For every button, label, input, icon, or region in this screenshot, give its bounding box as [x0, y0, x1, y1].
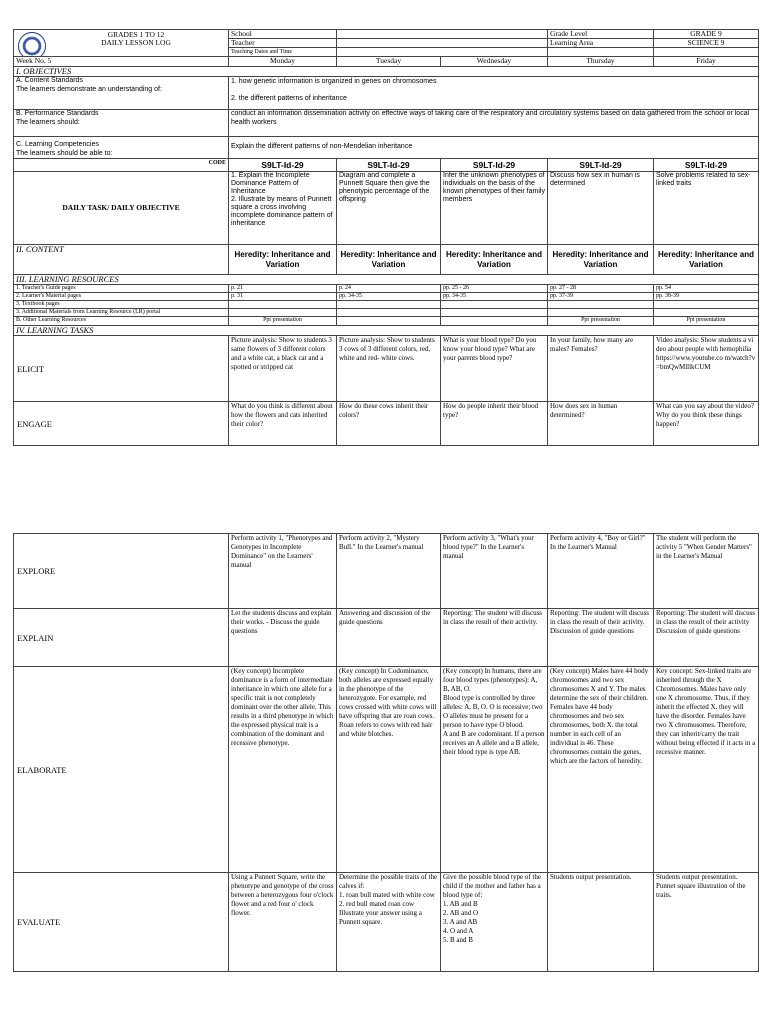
tg-label: 1. Teacher's Guide pages	[14, 285, 229, 293]
deped-seal-icon	[18, 32, 46, 57]
elicit-tuesday: Picture analysis: Show to students 3 cows of 3 different colors, red, white and red- white cows.	[337, 336, 441, 402]
additional-materials-label: 3. Additional Materials from Learning Resource (LR) portal	[14, 309, 229, 317]
teacher-label: Teacher	[229, 39, 337, 48]
explore-tuesday: Perform activity 2, "Mystery Bull." In the Learner's manual	[337, 534, 441, 609]
performance-standards-label: B. Performance Standards	[16, 110, 99, 117]
content-standard-1: 1. how genetic information is organized in genes on chromosomes	[231, 78, 437, 85]
lm-label: 2. Learner's Material pages	[14, 293, 229, 301]
engage-wednesday: How do people inherit their blood type?	[441, 402, 548, 446]
elicit-wednesday: What is your blood type? Do you know your blood type? What are your parents blood type?	[441, 336, 548, 402]
content-wednesday: Heredity: Inheritance and Variation	[441, 245, 548, 275]
content-friday: Heredity: Inheritance and Variation	[654, 245, 759, 275]
week-number: Week No. 5	[14, 57, 229, 67]
grade-level-value: GRADE 9	[654, 30, 759, 39]
content-standards-cell	[14, 77, 229, 110]
daily-task-wednesday: Infer the unknown phenotypes of individuals on the basis of the known phenotypes of their family members	[441, 172, 548, 245]
code-thursday: S9LT-Id-29	[548, 159, 654, 172]
explain-tuesday: Answering and discussion of the guide questions	[337, 609, 441, 667]
evaluate-monday: Using a Punnett Square, write the phenotype and genotype of the cross between a heterozygous four o'clock flower and a red four o' clock flower.	[229, 873, 337, 972]
objectives-heading: I. OBJECTIVES	[14, 67, 759, 77]
explain-thursday: Reporting: The student will discuss in class the result of their activity. Discussion of guide questions	[548, 609, 654, 667]
tg-monday: p. 21	[229, 285, 337, 293]
code-monday: S9LT-Id-29	[229, 159, 337, 172]
day-thursday: Thursday	[548, 57, 654, 67]
daily-task-thursday: Discuss how sex in human is determined	[548, 172, 654, 245]
evaluate-wednesday: Give the possible blood type of the child if the mother and father has a blood type of: 1. AB and B 2. AB and O 3. A and AB 4. O and A 5. B and B	[441, 873, 548, 972]
header-title-1: GRADES 1 TO 12	[107, 30, 165, 39]
explain-monday: Let the students discuss and explain their works. - Discuss the guide questions	[229, 609, 337, 667]
performance-standards-text: conduct an information dissemination activity on effective ways of taking care of the respiratory and circulatory systems based on data gathered from the school or local health workers	[229, 110, 759, 137]
content-monday: Heredity: Inheritance and Variation	[229, 245, 337, 275]
header-left	[14, 30, 229, 57]
performance-standards-cell	[14, 110, 229, 137]
lm-tuesday: pp. 34-35	[337, 293, 441, 301]
header-title-2: DAILY LESSON LOG	[101, 38, 171, 47]
daily-task-label: DAILY TASK/ DAILY OBJECTIVE	[14, 172, 229, 245]
day-wednesday: Wednesday	[441, 57, 548, 67]
tb-label: 3. Textbook pages	[14, 301, 229, 309]
evaluate-label: EVALUATE	[14, 873, 229, 972]
school-value	[337, 30, 548, 39]
lm-monday: p. 31	[229, 293, 337, 301]
content-heading: II. CONTENT	[14, 245, 229, 275]
competencies-cell	[14, 137, 229, 159]
lm-wednesday: pp. 34-35	[441, 293, 548, 301]
engage-monday: What do you think is different about how the flowers and cats inherited their color?	[229, 402, 337, 446]
day-tuesday: Tuesday	[337, 57, 441, 67]
resources-heading: III. LEARNING RESOURCES	[14, 275, 759, 285]
other-wednesday	[441, 317, 548, 326]
code-wednesday: S9LT-Id-29	[441, 159, 548, 172]
elaborate-monday: (Key concept) Incomplete dominance is a form of intermediate inheritance in which one allele for a specific trait is not completely dominant over the other allele. This results in a third phenotype in which the expressed physical trait is a combination of the dominant and recessive phenotype.	[229, 667, 337, 873]
elicit-thursday: In your family, how many are males? Females?	[548, 336, 654, 402]
evaluate-thursday: Students output presentation.	[548, 873, 654, 972]
competencies-text: Explain the different patterns of non-Mendelian inheritance	[229, 137, 759, 159]
tg-thursday: pp. 27 - 28	[548, 285, 654, 293]
dates-label: Teaching Dates and Time	[229, 48, 337, 57]
elicit-monday: Picture analysis: Show to students 3 same flowers of 3 different colors and a white cat, a black cat and a spotted or stripped cat	[229, 336, 337, 402]
elaborate-tuesday: (Key concept) In Codominance, both alleles are expressed equally in the phenotype of the heterozygote. For example, red cows crossed with white cows will have offspring that are roan cows. Roan refers to cows with red hair and white blotches.	[337, 667, 441, 873]
other-resources-label: B. Other Learning Resources	[14, 317, 229, 326]
lesson-log-table-top	[13, 29, 759, 446]
school-label: School	[229, 30, 337, 39]
explain-label: EXPLAIN	[14, 609, 229, 667]
content-standards-sub: The learners demonstrate an understanding of:	[16, 85, 162, 93]
tg-tuesday: p. 24	[337, 285, 441, 293]
other-tuesday	[337, 317, 441, 326]
content-standard-2: 2. the different patterns of inheritance	[231, 94, 347, 102]
lesson-log-table-bottom	[13, 533, 759, 972]
day-friday: Friday	[654, 57, 759, 67]
other-friday: Ppt presentation	[654, 317, 759, 326]
explore-monday: Perform activity 1, "Phenotypes and Genotypes in Incomplete Dominance" on the Learners' manual	[229, 534, 337, 609]
lm-thursday: pp. 37-39	[548, 293, 654, 301]
daily-task-monday: 1. Explain the Incomplete Dominance Pattern of Inheritance 2. Illustrate by means of Punnett square a cross involving incomplete dominance pattern of inheritance	[229, 172, 337, 245]
code-tuesday: S9LT-Id-29	[337, 159, 441, 172]
engage-friday: What can you say about the video? Why do you think these things happen?	[654, 402, 759, 446]
daily-task-tuesday: Diagram and complete a Punnett Square then give the phenotypic percentage of the offspring	[337, 172, 441, 245]
elicit-label: ELICIT	[14, 336, 229, 402]
elaborate-friday: Key concept: Sex-linked traits are inherited through the X Chromosomes. Males have only one X chromosome. Thus, if they inherit the effected X, they will have the disorder. Females have two X chromosomes. Therefore, they can inherit/carry the trait without being effected if it acts in a recessive manner.	[654, 667, 759, 873]
grade-level-label: Grade Level	[548, 30, 654, 39]
elaborate-thursday: (Key concept) Males have 44 body chromosomes and two sex chromosomes X and Y. The males determine the sex of their children. Females have 44 body chromosomes and two sex chromosomes, both X. the total number in each cell of an individual is 46. These chromosomes contain the genes, which are the factors of heredity.	[548, 667, 654, 873]
explain-wednesday: Reporting: The student will discuss in class the result of their activity.	[441, 609, 548, 667]
code-label: CODE	[14, 159, 229, 172]
competencies-label: C. Learning Competencies	[16, 141, 99, 148]
learning-area-value: SCIENCE 9	[654, 39, 759, 48]
engage-thursday: How does sex in human determined?	[548, 402, 654, 446]
explore-thursday: Perform activity 4, "Boy or Girl?" In the Learner's Manual	[548, 534, 654, 609]
tg-friday: pp. 54	[654, 285, 759, 293]
engage-tuesday: How do these cows inherit their colors?	[337, 402, 441, 446]
content-tuesday: Heredity: Inheritance and Variation	[337, 245, 441, 275]
other-thursday: Ppt presentation	[548, 317, 654, 326]
competencies-sub: The learners should be able to:	[16, 149, 113, 157]
lm-friday: pp. 38-39	[654, 293, 759, 301]
daily-task-friday: Solve problems related to sex- linked traits	[654, 172, 759, 245]
evaluate-friday: Students output presentation. Punnet square illustration of the traits.	[654, 873, 759, 972]
explain-friday: Reporting: The student will discuss in class the result of their activity Discussion of guide questions	[654, 609, 759, 667]
engage-label: ENGAGE	[14, 402, 229, 446]
performance-standards-sub: The learners should:	[16, 118, 80, 126]
elaborate-wednesday: (Key concept) In humans, there are four blood types (phenotypes): A, B, AB, O. Blood type is controlled by three alleles: A, B, O. O is recessive; two O alleles must be present for a person to have type O blood. A and B are codominant. If a person receives an A allele and a B allele, their blood type is type AB.	[441, 667, 548, 873]
content-standards-label: A. Content Standards	[16, 77, 83, 84]
elaborate-label: ELABORATE	[14, 667, 229, 873]
tasks-heading: IV. LEARNING TASKS	[14, 326, 759, 336]
teacher-value	[337, 39, 548, 48]
content-thursday: Heredity: Inheritance and Variation	[548, 245, 654, 275]
evaluate-tuesday: Determine the possible traits of the calves if: 1. roan bull mated with white cow 2. red bull mated roan cow Illustrate your answer using a Punnett square.	[337, 873, 441, 972]
explore-label: EXPLORE	[14, 534, 229, 609]
day-monday: Monday	[229, 57, 337, 67]
explore-wednesday: Perform activity 3, "What's your blood type?" In the Learner's manual	[441, 534, 548, 609]
learning-area-label: Learning Area	[548, 39, 654, 48]
code-friday: S9LT-Id-29	[654, 159, 759, 172]
tg-wednesday: pp. 25 - 26	[441, 285, 548, 293]
content-standards-text	[229, 77, 759, 110]
explore-friday: The student will perform the activity 5 "When Gender Matters" in the Learner's Manual	[654, 534, 759, 609]
elicit-friday: Video analysis: Show students a video about people with hemophilia https://www.youtube.co m/watch?v=bmQwMlllkCUM	[654, 336, 759, 402]
other-monday: Ppt presentation	[229, 317, 337, 326]
